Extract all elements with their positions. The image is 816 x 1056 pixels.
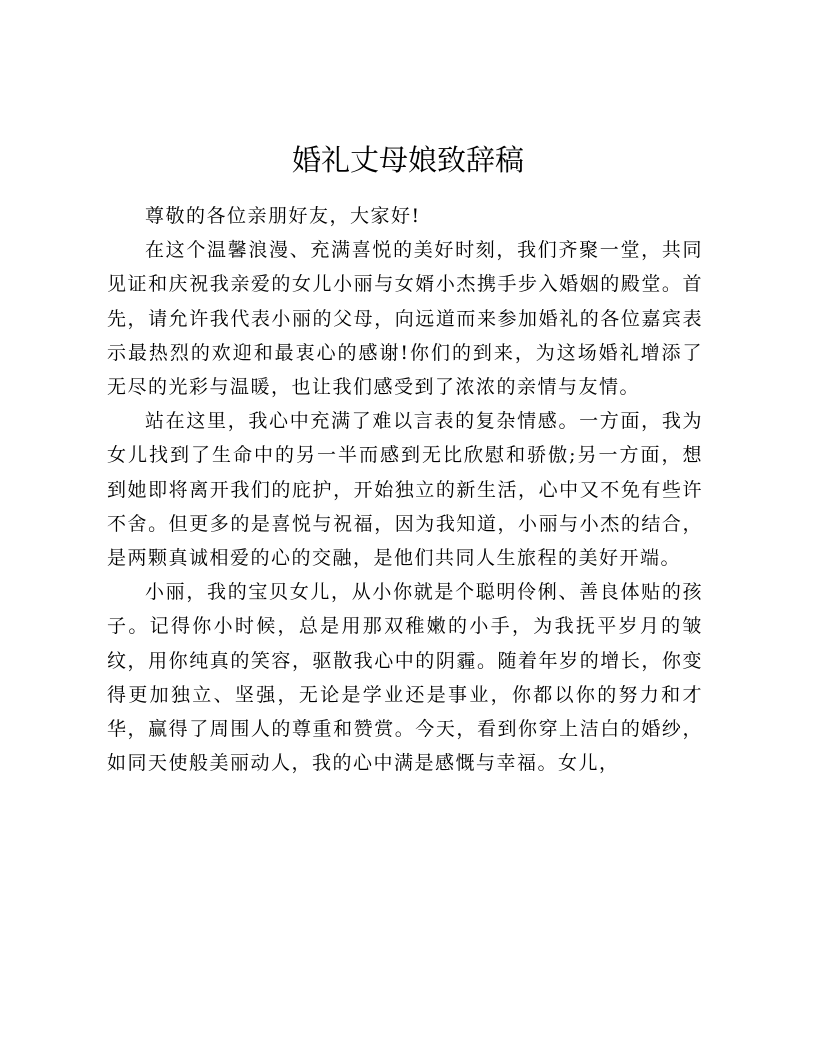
paragraph-greeting: 尊敬的各位亲朋好友，大家好! — [145, 205, 421, 227]
paragraph-welcome: 在这个温馨浪漫、充满喜悦的美好时刻，我们齐聚一堂，共同见证和庆祝我亲爱的女儿小丽与女婿小杰携手步入婚姻的殿堂。首先，请允许我代表小丽的父母，向远道而来参加婚礼的各位嘉宾表示最热烈的欢迎和最衷心的感谢!你们的到来，为这场婚礼增添了无尽的光彩与温暖，也让我们感受到了浓浓的亲情与友情。 — [107, 239, 703, 399]
paragraph-daughter: 小丽，我的宝贝女儿，从小你就是个聪明伶俐、善良体贴的孩子。记得你小时候，总是用那双稚嫩的小手，为我抚平岁月的皱纹，用你纯真的笑容，驱散我心中的阴霾。随着年岁的增长，你变得更加独立、坚强，无论是学业还是事业，你都以你的努力和才华，赢得了周围人的尊重和赞赏。今天，看到你穿上洁白的婚纱，如同天使般美丽动人，我的心中满是感慨与幸福。女儿， — [107, 581, 703, 775]
document-title: 婚礼丈母娘致辞稿 — [291, 143, 524, 177]
paragraph-feelings: 站在这里，我心中充满了难以言表的复杂情感。一方面，我为女儿找到了生命中的另一半而感到无比欣慰和骄傲;另一方面，想到她即将离开我们的庇护，开始独立的新生活，心中又不免有些许不舍。但更多的是喜悦与祝福，因为我知道，小丽与小杰的结合，是两颗真诚相爱的心的交融，是他们共同人生旅程的美好开端。 — [107, 410, 703, 570]
document-body — [107, 199, 703, 780]
